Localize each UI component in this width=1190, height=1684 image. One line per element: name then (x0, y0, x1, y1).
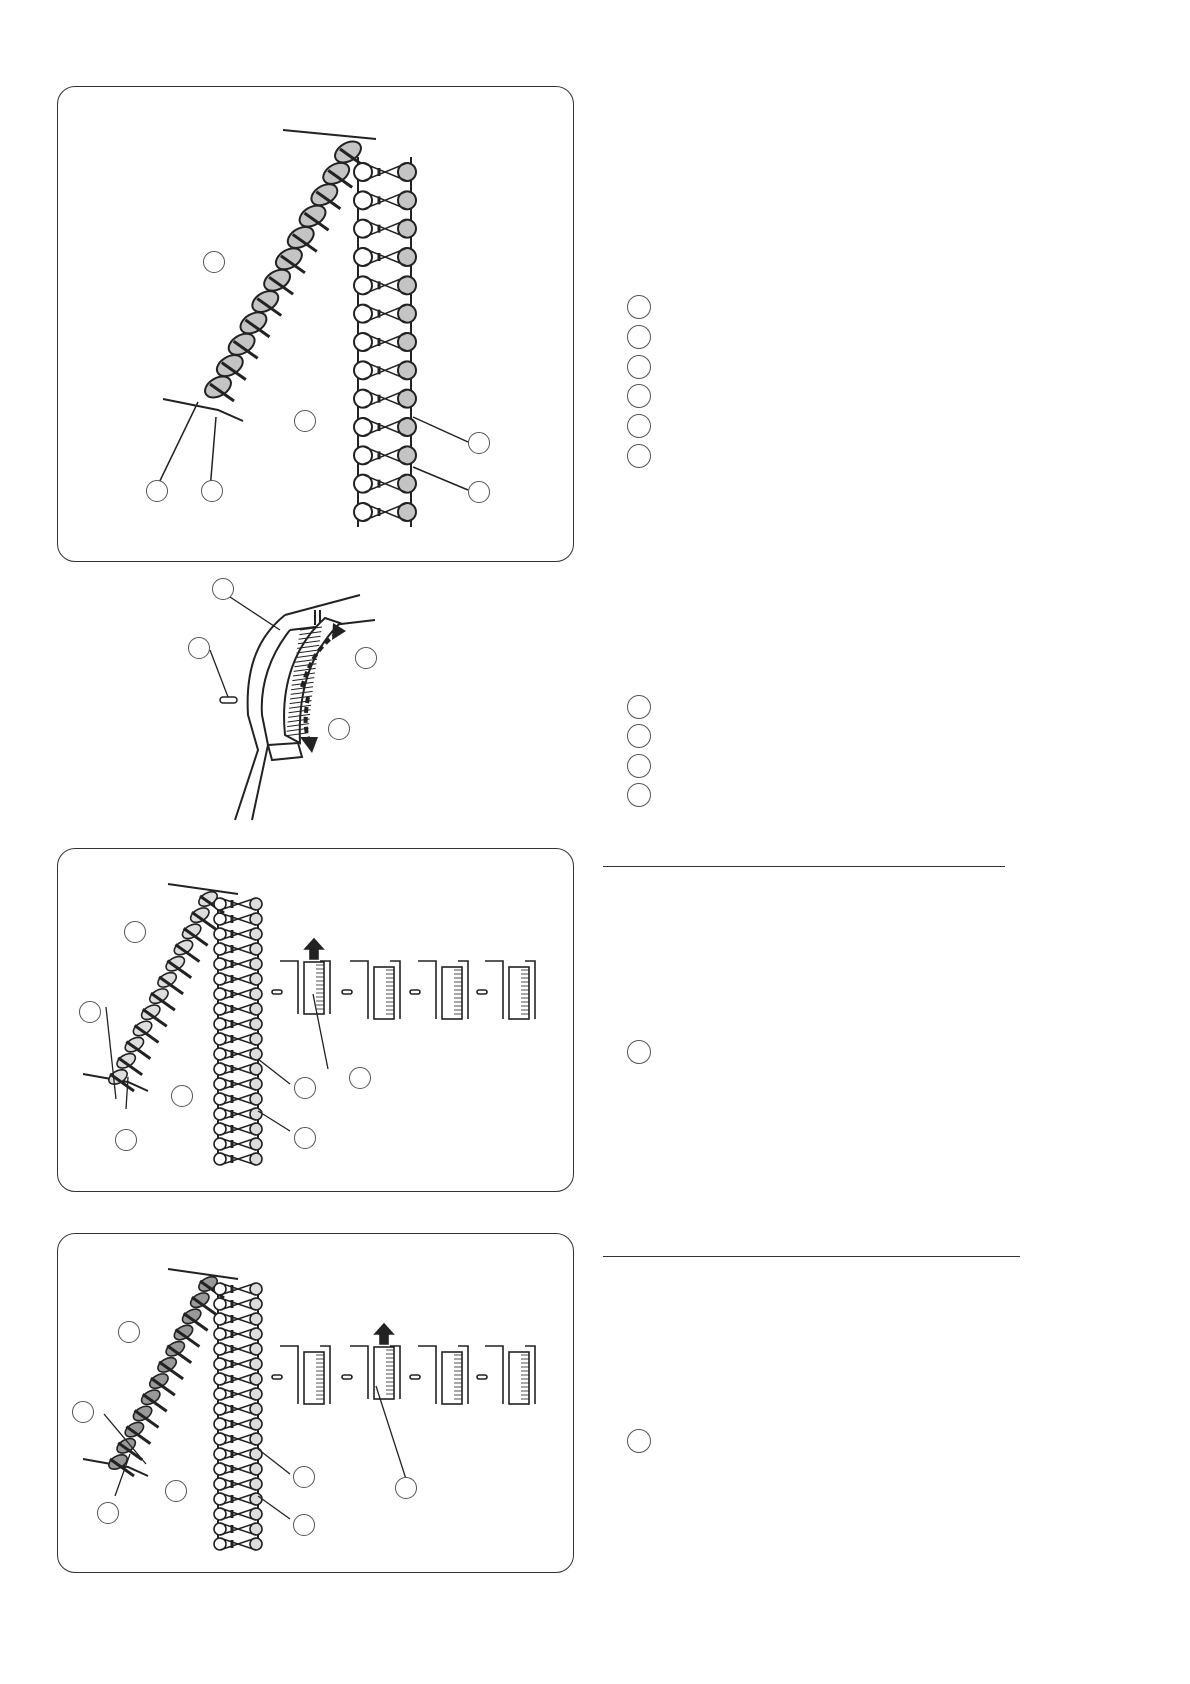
legend-top-item-5 (627, 414, 651, 438)
callout-a1-fabric-right (171, 1085, 193, 1107)
section-rule-1 (603, 866, 1005, 867)
callout-a2-fabric (118, 1321, 140, 1343)
section-rule-2 (603, 1256, 1020, 1257)
legend-adj1-item-1 (627, 1040, 651, 1064)
up-arrow-icon (375, 1324, 393, 1344)
dial-mark (342, 990, 352, 994)
dial-body (442, 1352, 462, 1404)
legend-top-item-2 (627, 325, 651, 349)
callout-dial (212, 578, 234, 600)
callout-a2-fabric-right (165, 1480, 187, 1502)
legend-top-item-3 (627, 355, 651, 379)
callout-a1-needle (115, 1129, 137, 1151)
dial-mark (477, 1375, 487, 1379)
callout-a2-needle (97, 1502, 119, 1524)
dial-mark (410, 1375, 420, 1379)
callout-fabric-wrong-side (203, 251, 225, 273)
legend-dial-item-4 (627, 783, 651, 807)
dial-mark (410, 990, 420, 994)
legend-dial-item-2 (627, 724, 651, 748)
callout-fabric-right-side (294, 410, 316, 432)
dial-body (304, 962, 324, 1014)
legend-top-item-6 (627, 444, 651, 468)
figure-tension-dial (190, 585, 400, 825)
legend-dial-item-1 (627, 695, 651, 719)
callout-decrease-tension (328, 718, 350, 740)
callout-a1-upper (294, 1077, 316, 1099)
callout-lower-looper-thread (468, 481, 490, 503)
figure-adjustment-1-panel (57, 848, 574, 1192)
callout-left-needle-thread (146, 480, 168, 502)
callout-a1-dial (349, 1067, 371, 1089)
dial-body (304, 1352, 324, 1404)
legend-adj2-item-1 (627, 1429, 651, 1453)
legend-dial-item-3 (627, 754, 651, 778)
dial-mark (272, 990, 282, 994)
dial-mark (477, 990, 487, 994)
dial-mark (272, 1375, 282, 1379)
dial-body (509, 967, 529, 1019)
callout-a2-lower (293, 1514, 315, 1536)
callout-a2-dial (395, 1477, 417, 1499)
tension-dial-illustration (190, 585, 400, 825)
dial-body (374, 967, 394, 1019)
callout-a2-left (72, 1401, 94, 1423)
callout-setting-mark (188, 637, 210, 659)
callout-a1-lower (294, 1127, 316, 1149)
callout-upper-looper-thread (468, 432, 490, 454)
legend-top-item-1 (627, 295, 651, 319)
dial-mark (342, 1375, 352, 1379)
up-arrow-icon (305, 939, 323, 959)
figure-overlock-panel (57, 86, 574, 562)
legend-top-item-4 (627, 384, 651, 408)
callout-increase-tension (355, 647, 377, 669)
figure-adjustment-2-panel (57, 1233, 574, 1573)
callout-right-needle-thread (201, 480, 223, 502)
overlock-stitch-illustration (58, 87, 575, 563)
callout-a1-fabric (124, 921, 146, 943)
dial-body (442, 967, 462, 1019)
callout-a2-upper (293, 1466, 315, 1488)
dial-body (509, 1352, 529, 1404)
adjustment-2-illustration (58, 1234, 575, 1574)
callout-a1-left (79, 1001, 101, 1023)
